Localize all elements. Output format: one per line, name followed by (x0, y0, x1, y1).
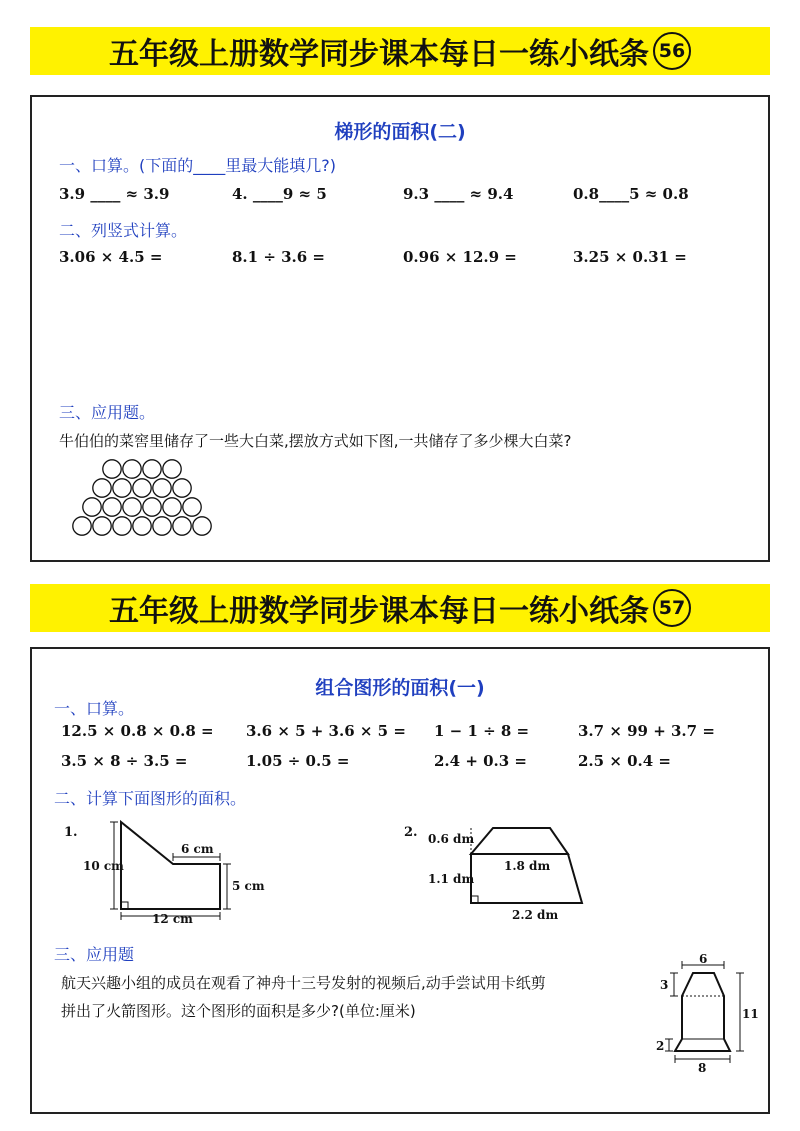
right-angle-mark (121, 902, 128, 909)
banner-title: 五年级上册数学同步课本每日一练小纸条 (109, 37, 649, 72)
cabbage-circle (83, 498, 101, 516)
banner-56 (30, 27, 770, 75)
cabbage-stack-figure (72, 457, 212, 547)
dim-label-right: 5 cm (232, 879, 265, 893)
figure-1-diagram (82, 817, 265, 927)
cabbage-circle (73, 517, 91, 535)
rocket-figure (644, 952, 759, 1078)
figure-1-number: 1. (64, 825, 78, 840)
mental-math-item: 12.5 × 0.8 × 0.8 = (61, 722, 214, 740)
estimate-item: 9.3 ____ ≈ 9.4 (403, 185, 514, 203)
figure-2-number: 2. (404, 825, 418, 840)
estimate-item: 0.8____5 ≈ 0.8 (573, 185, 689, 203)
dim-label-height: 11 (742, 1007, 759, 1021)
dim-label-height: 1.1 dm (428, 872, 475, 886)
dim-label-bottom: 8 (698, 1061, 707, 1075)
cabbage-circle (163, 498, 181, 516)
mental-math-item: 1 − 1 ÷ 8 = (434, 722, 530, 740)
estimate-item: 4. ____9 ≈ 5 (232, 185, 327, 203)
dim-label-height: 10 cm (83, 859, 124, 873)
estimate-item: 3.9 ____ ≈ 3.9 (59, 185, 170, 203)
cabbage-circle (113, 479, 131, 497)
cabbage-circle (103, 498, 121, 516)
figure-2-diagram (424, 817, 604, 927)
cabbage-circle (143, 460, 161, 478)
cabbage-circle (153, 517, 171, 535)
sheet-number-badge: 57 (653, 589, 691, 627)
vertical-calc-item: 8.1 ÷ 3.6 = (232, 248, 325, 266)
mental-math-item: 3.5 × 8 ÷ 3.5 = (61, 752, 188, 770)
cabbage-circle (103, 460, 121, 478)
section-2-heading: 二、列竖式计算。 (59, 221, 188, 240)
right-angle-mark (471, 896, 478, 903)
dim-label-mid: 1.8 dm (504, 859, 551, 873)
section-1-heading: 一、口算。 (54, 699, 135, 718)
cabbage-circle (183, 498, 201, 516)
cabbage-circle (93, 479, 111, 497)
word-problem: 牛伯伯的菜窖里储存了一些大白菜,摆放方式如下图,一共储存了多少棵大白菜? (59, 432, 572, 450)
cabbage-circle (173, 479, 191, 497)
dim-label-top: 6 (699, 952, 708, 966)
vertical-calc-item: 0.96 × 12.9 = (403, 248, 517, 266)
section-3-heading: 三、应用题 (54, 945, 135, 964)
figure-2-top-trapezoid (471, 828, 568, 854)
vertical-calc-item: 3.25 × 0.31 = (573, 248, 687, 266)
sheet-title: 组合图形的面积(一) (315, 677, 485, 699)
cabbage-circle (153, 479, 171, 497)
banner-57 (30, 584, 770, 632)
figure-1-shape (121, 822, 220, 909)
dim-label-top: 0.6 dm (428, 832, 475, 846)
cabbage-circle (193, 517, 211, 535)
cabbage-circle (113, 517, 131, 535)
section-3-heading: 三、应用题。 (59, 403, 156, 422)
banner-title: 五年级上册数学同步课本每日一练小纸条 (109, 594, 649, 629)
vertical-calc-item: 3.06 × 4.5 = (59, 248, 163, 266)
worksheet-card-56 (30, 95, 770, 562)
dim-label-top: 6 cm (181, 842, 214, 856)
cabbage-circle (123, 460, 141, 478)
cabbage-circle (133, 479, 151, 497)
section-2-heading: 二、计算下面图形的面积。 (54, 789, 247, 808)
word-problem-line-2: 拼出了火箭图形。这个图形的面积是多少?(单位:厘米) (61, 1002, 416, 1020)
cabbage-circle (93, 517, 111, 535)
cabbage-circle (143, 498, 161, 516)
dim-label-base: 2 (656, 1039, 665, 1053)
dim-label-bottom: 2.2 dm (512, 908, 559, 922)
section-1-heading: 一、口算。(下面的____里最大能填几?) (59, 156, 336, 175)
mental-math-item: 3.7 × 99 + 3.7 = (578, 722, 715, 740)
word-problem-line-1: 航天兴趣小组的成员在观看了神舟十三号发射的视频后,动手尝试用卡纸剪 (61, 974, 546, 992)
mental-math-item: 2.4 + 0.3 = (434, 752, 527, 770)
mental-math-item: 3.6 × 5 + 3.6 × 5 = (246, 722, 406, 740)
cabbage-circle (173, 517, 191, 535)
mental-math-item: 1.05 ÷ 0.5 = (246, 752, 350, 770)
worksheet-card-57 (30, 647, 770, 1114)
cabbage-circle (123, 498, 141, 516)
mental-math-item: 2.5 × 0.4 = (578, 752, 671, 770)
cabbage-circle (133, 517, 151, 535)
sheet-number-badge: 56 (653, 32, 691, 70)
dim-label-bottom: 12 cm (152, 912, 193, 926)
cabbage-circle (163, 460, 181, 478)
sheet-title: 梯形的面积(二) (334, 121, 466, 143)
dim-label-roof: 3 (660, 978, 669, 992)
